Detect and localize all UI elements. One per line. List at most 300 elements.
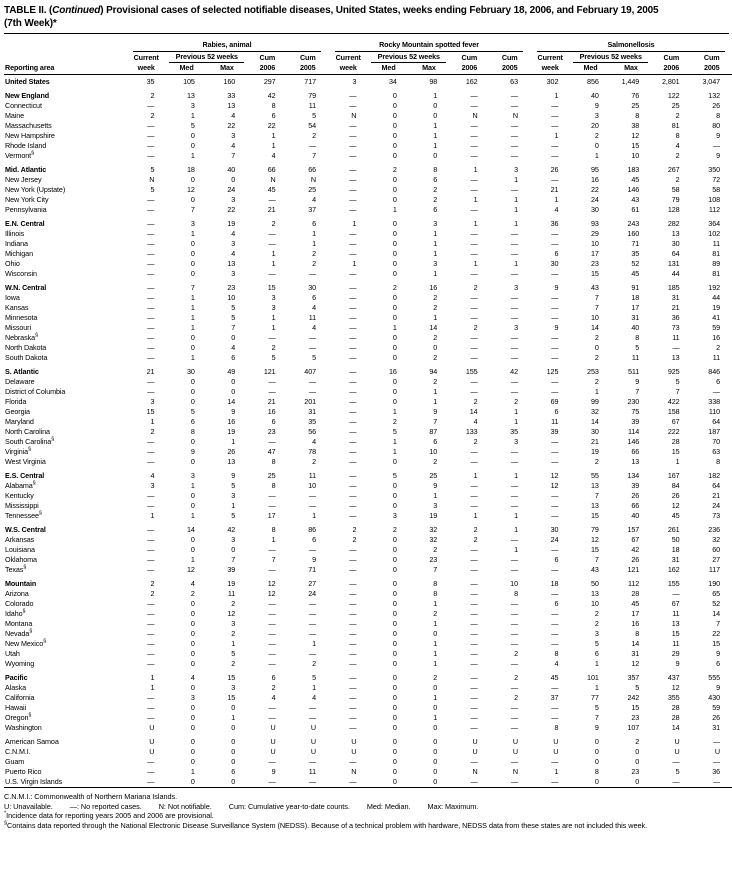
cell-value: 54 bbox=[308, 121, 316, 130]
cell-value: 0 bbox=[392, 333, 397, 342]
cell-value: — bbox=[349, 101, 357, 110]
cell-value: 71 bbox=[308, 565, 316, 574]
cell-value: 2 bbox=[271, 219, 276, 228]
cell-value: 15 bbox=[590, 511, 599, 520]
legend-item: Med: Median. bbox=[366, 801, 411, 811]
table-row bbox=[4, 535, 732, 545]
table-row bbox=[4, 407, 732, 417]
table-row bbox=[4, 313, 732, 323]
cell-value: 0 bbox=[392, 579, 397, 588]
cell-value: 2 bbox=[150, 111, 155, 120]
cell-value: 8 bbox=[554, 723, 559, 732]
cell-value: N bbox=[270, 175, 276, 184]
cell-value: — bbox=[470, 333, 478, 342]
cell-value: 2 bbox=[675, 175, 680, 184]
cell-value: 146 bbox=[627, 185, 640, 194]
cell-value: 185 bbox=[667, 283, 680, 292]
cell-value: 26 bbox=[631, 491, 640, 500]
col-cum: Cum bbox=[703, 53, 720, 62]
col-max: Max bbox=[409, 63, 449, 75]
cell-value: 1 bbox=[231, 713, 236, 722]
cell-value: 1 bbox=[554, 131, 559, 140]
cell-value: 10 bbox=[227, 293, 236, 302]
cell-value: 1 bbox=[190, 303, 195, 312]
cell-value: 30 bbox=[308, 283, 316, 292]
cell-value: — bbox=[349, 703, 357, 712]
cell-value: 21 bbox=[712, 491, 720, 500]
cell-value: — bbox=[147, 545, 155, 554]
cell-value: — bbox=[551, 303, 559, 312]
cell-value: 302 bbox=[546, 77, 559, 86]
cell-value: 29 bbox=[590, 229, 599, 238]
cell-value: 11 bbox=[308, 471, 316, 480]
cell-value: 0 bbox=[190, 713, 195, 722]
cell-value: 67 bbox=[631, 535, 640, 544]
cell-value: — bbox=[510, 535, 518, 544]
cell-value: 50 bbox=[590, 579, 599, 588]
table-row bbox=[4, 491, 732, 501]
cell-value: 2 bbox=[433, 609, 438, 618]
cell-value: 0 bbox=[594, 737, 599, 746]
footnote-marker: § bbox=[28, 712, 32, 719]
cell-value: 1 bbox=[473, 471, 478, 480]
cell-value: 49 bbox=[227, 367, 236, 376]
cell-value: 12 bbox=[671, 501, 680, 510]
cell-value: 9 bbox=[716, 151, 720, 160]
cell-value: 2 bbox=[392, 283, 397, 292]
cell-value: 0 bbox=[392, 599, 397, 608]
row-area-label: Idaho§ bbox=[5, 608, 26, 618]
cell-value: 12 bbox=[671, 683, 680, 692]
cell-value: — bbox=[349, 723, 357, 732]
cell-value: 2 bbox=[190, 589, 195, 598]
cell-value: — bbox=[349, 165, 357, 174]
cell-value: — bbox=[510, 447, 518, 456]
row-area-label: U.S. Virgin Islands bbox=[5, 777, 63, 786]
cell-value: 0 bbox=[594, 757, 599, 766]
cell-value: 0 bbox=[392, 353, 397, 362]
cell-value: 35 bbox=[146, 77, 155, 86]
cell-value: 157 bbox=[627, 525, 640, 534]
cell-value: 59 bbox=[712, 703, 720, 712]
cell-value: — bbox=[510, 683, 518, 692]
cell-value: 1 bbox=[271, 313, 276, 322]
table-row bbox=[4, 777, 732, 788]
cell-value: 11 bbox=[227, 589, 236, 598]
cell-value: — bbox=[510, 639, 518, 648]
cell-value: 31 bbox=[631, 649, 640, 658]
cell-value: 1 bbox=[514, 219, 518, 228]
title-continued: Continued bbox=[52, 5, 101, 16]
cell-value: 1 bbox=[675, 457, 680, 466]
cell-value: — bbox=[551, 619, 559, 628]
cell-value: — bbox=[470, 131, 478, 140]
cell-value: 1 bbox=[433, 713, 438, 722]
cell-value: — bbox=[510, 491, 518, 500]
cell-value: 155 bbox=[667, 579, 680, 588]
col-week: week bbox=[530, 63, 570, 75]
cell-value: — bbox=[510, 703, 518, 712]
cell-value: 40 bbox=[631, 323, 640, 332]
cell-value: 4 bbox=[271, 693, 276, 702]
cell-value: 16 bbox=[429, 283, 438, 292]
cell-value: 3,047 bbox=[702, 77, 720, 86]
cell-value: 1 bbox=[150, 511, 155, 520]
cell-value: — bbox=[470, 293, 478, 302]
cell-value: 422 bbox=[667, 397, 680, 406]
cell-value: — bbox=[349, 151, 357, 160]
cell-value: U bbox=[310, 747, 316, 756]
row-area-label: Missouri bbox=[5, 323, 31, 332]
cell-value: 58 bbox=[712, 185, 720, 194]
cell-value: — bbox=[510, 713, 518, 722]
group-header-salmonellosis: Salmonellosis bbox=[530, 34, 732, 52]
cell-value: 45 bbox=[631, 269, 640, 278]
cell-value: 7 bbox=[594, 293, 599, 302]
cell-value: 4 bbox=[473, 417, 478, 426]
table-row bbox=[4, 747, 732, 757]
cell-value: 2 bbox=[514, 397, 518, 406]
cell-value: 24 bbox=[308, 589, 316, 598]
cell-value: 95 bbox=[590, 165, 599, 174]
cell-value: 0 bbox=[392, 141, 397, 150]
cell-value: 37 bbox=[550, 693, 559, 702]
cell-value: 0 bbox=[190, 343, 195, 352]
cell-value: 10 bbox=[510, 579, 518, 588]
cell-value: — bbox=[510, 609, 518, 618]
row-area-label: Montana bbox=[5, 619, 33, 628]
cell-value: 2 bbox=[392, 165, 397, 174]
cell-value: 0 bbox=[392, 737, 397, 746]
cell-value: — bbox=[470, 91, 478, 100]
table-row bbox=[4, 101, 732, 111]
cell-value: 19 bbox=[227, 219, 236, 228]
cell-value: U bbox=[270, 747, 276, 756]
title-prefix: TABLE II. ( bbox=[4, 5, 53, 16]
cell-value: — bbox=[349, 639, 357, 648]
cell-value: 8 bbox=[433, 165, 438, 174]
cell-value: 0 bbox=[392, 387, 397, 396]
table-row bbox=[4, 269, 732, 279]
row-area-label: Nebraska§ bbox=[5, 332, 38, 342]
cell-value: — bbox=[147, 229, 155, 238]
cell-value: 9 bbox=[312, 555, 316, 564]
cell-value: 26 bbox=[671, 491, 680, 500]
cell-value: 4 bbox=[231, 343, 236, 352]
cell-value: 41 bbox=[712, 313, 720, 322]
table-row bbox=[4, 639, 732, 649]
cell-value: 9 bbox=[271, 767, 276, 776]
cell-value: 13 bbox=[227, 259, 236, 268]
cell-value: 32 bbox=[429, 535, 438, 544]
cell-value: 3 bbox=[231, 619, 236, 628]
cell-value: 0 bbox=[392, 703, 397, 712]
cell-value: 2 bbox=[271, 343, 276, 352]
cell-value: 1 bbox=[473, 195, 478, 204]
cell-value: 6 bbox=[271, 111, 276, 120]
cell-value: 71 bbox=[631, 239, 640, 248]
cell-value: — bbox=[551, 609, 559, 618]
cell-value: 70 bbox=[712, 437, 720, 446]
cell-value: — bbox=[551, 353, 559, 362]
cell-value: — bbox=[510, 777, 518, 786]
cell-value: 1 bbox=[312, 511, 316, 520]
cell-value: 13 bbox=[590, 589, 599, 598]
cell-value: 1 bbox=[190, 323, 195, 332]
row-area-label: New England bbox=[5, 91, 50, 100]
row-area-label: Pennsylvania bbox=[5, 205, 47, 214]
table-row bbox=[4, 185, 732, 195]
cell-value: — bbox=[147, 219, 155, 228]
table-row bbox=[4, 649, 732, 659]
cell-value: 0 bbox=[190, 501, 195, 510]
cell-value: 19 bbox=[227, 427, 236, 436]
cell-value: 67 bbox=[671, 417, 680, 426]
cell-value: 9 bbox=[554, 283, 559, 292]
cell-value: — bbox=[470, 659, 478, 668]
cell-value: 2 bbox=[392, 525, 397, 534]
cell-value: 14 bbox=[671, 723, 680, 732]
cell-value: 8 bbox=[514, 589, 518, 598]
cell-value: 3 bbox=[433, 259, 438, 268]
cell-value: 5 bbox=[231, 313, 236, 322]
cell-value: 14 bbox=[429, 323, 438, 332]
cell-value: — bbox=[268, 565, 276, 574]
cell-value: — bbox=[551, 589, 559, 598]
cell-value: 28 bbox=[631, 589, 640, 598]
cell-value: 121 bbox=[627, 565, 640, 574]
cell-value: 0 bbox=[231, 747, 236, 756]
cell-value: 5 bbox=[675, 377, 680, 386]
cell-value: — bbox=[470, 249, 478, 258]
cell-value: 2 bbox=[635, 737, 640, 746]
cell-value: — bbox=[470, 501, 478, 510]
cell-value: 0 bbox=[190, 777, 195, 786]
cell-value: — bbox=[268, 599, 276, 608]
cell-value: 5 bbox=[231, 649, 236, 658]
cell-value: 23 bbox=[631, 767, 640, 776]
cell-value: 0 bbox=[190, 195, 195, 204]
cell-value: 15 bbox=[227, 693, 236, 702]
cell-value: 112 bbox=[708, 205, 720, 214]
cell-value: 3 bbox=[190, 693, 195, 702]
table-row bbox=[4, 683, 732, 693]
cell-value: — bbox=[470, 239, 478, 248]
cell-value: 4 bbox=[271, 151, 276, 160]
cell-value: 9 bbox=[231, 407, 236, 416]
cell-value: 0 bbox=[190, 609, 195, 618]
row-area-label: Alabama§ bbox=[5, 480, 36, 490]
cell-value: 8 bbox=[190, 427, 195, 436]
row-area-label: Washington bbox=[5, 723, 42, 732]
cell-value: 0 bbox=[392, 555, 397, 564]
cell-value: 555 bbox=[708, 673, 720, 682]
table-row bbox=[4, 377, 732, 387]
cell-value: 24 bbox=[550, 535, 559, 544]
table-row bbox=[4, 283, 732, 293]
table-row bbox=[4, 303, 732, 313]
cell-value: 0 bbox=[190, 639, 195, 648]
cell-value: 31 bbox=[671, 555, 680, 564]
cell-value: 1 bbox=[190, 511, 195, 520]
cell-value: 0 bbox=[392, 259, 397, 268]
cell-value: 22 bbox=[227, 205, 236, 214]
cell-value: 11 bbox=[308, 767, 316, 776]
cell-value: 1 bbox=[190, 767, 195, 776]
cell-value: 2 bbox=[716, 343, 720, 352]
cell-value: — bbox=[510, 121, 518, 130]
cell-value: 4 bbox=[312, 195, 316, 204]
cell-value: 162 bbox=[465, 77, 478, 86]
cell-value: 15 bbox=[671, 447, 680, 456]
cell-value: 7 bbox=[190, 283, 195, 292]
cell-value: 2 bbox=[433, 673, 438, 682]
cell-value: 0 bbox=[190, 249, 195, 258]
cell-value: 12 bbox=[550, 481, 559, 490]
cell-value: 30 bbox=[671, 239, 680, 248]
cell-value: — bbox=[349, 131, 357, 140]
cell-value: 1 bbox=[150, 417, 155, 426]
cell-value: 19 bbox=[429, 511, 438, 520]
cell-value: 1 bbox=[231, 639, 236, 648]
cell-value: 9 bbox=[554, 323, 559, 332]
cell-value: 0 bbox=[392, 535, 397, 544]
cell-value: 5 bbox=[231, 511, 236, 520]
cell-value: 31 bbox=[631, 313, 640, 322]
cell-value: 3 bbox=[231, 239, 236, 248]
cell-value: 36 bbox=[712, 767, 720, 776]
cell-value: 4 bbox=[190, 579, 195, 588]
cell-value: 52 bbox=[631, 259, 640, 268]
cell-value: 5 bbox=[392, 427, 397, 436]
cell-value: 16 bbox=[388, 367, 397, 376]
cell-value: 1 bbox=[190, 229, 195, 238]
cell-value: 31 bbox=[671, 293, 680, 302]
cell-value: 0 bbox=[392, 269, 397, 278]
cell-value: 4 bbox=[675, 141, 680, 150]
cell-value: 0 bbox=[231, 387, 236, 396]
cell-value: — bbox=[510, 269, 518, 278]
cell-value: 3 bbox=[433, 501, 438, 510]
row-area-label: Nevada§ bbox=[5, 628, 33, 638]
cell-value: 25 bbox=[631, 101, 640, 110]
cell-value: 45 bbox=[550, 673, 559, 682]
cell-value: U bbox=[270, 737, 276, 746]
cell-value: 12 bbox=[631, 131, 640, 140]
cell-value: 282 bbox=[667, 219, 680, 228]
cell-value: — bbox=[470, 229, 478, 238]
cell-value: 0 bbox=[392, 639, 397, 648]
title-week-line: (7th Week)* bbox=[4, 17, 57, 29]
cell-value: — bbox=[147, 639, 155, 648]
cell-value: 10 bbox=[590, 313, 599, 322]
cell-value: 39 bbox=[227, 565, 236, 574]
cell-value: — bbox=[470, 205, 478, 214]
cell-value: 32 bbox=[429, 525, 438, 534]
cell-value: 6 bbox=[716, 377, 720, 386]
cell-value: 1 bbox=[190, 555, 195, 564]
cell-value: — bbox=[510, 229, 518, 238]
col-previous-52-weeks: Previous 52 weeks bbox=[166, 52, 247, 63]
row-area-label: Mountain bbox=[5, 579, 37, 588]
row-area-label: Minnesota bbox=[5, 313, 38, 322]
cell-value: 4 bbox=[312, 437, 316, 446]
cell-value: 0 bbox=[635, 777, 640, 786]
cell-value: — bbox=[470, 777, 478, 786]
cell-value: 1 bbox=[514, 259, 518, 268]
row-area-label: Wyoming bbox=[5, 659, 35, 668]
cell-value: 6 bbox=[312, 535, 316, 544]
cell-value: 856 bbox=[587, 77, 599, 86]
cell-value: — bbox=[470, 609, 478, 618]
cell-value: 2 bbox=[271, 683, 276, 692]
cell-value: — bbox=[672, 777, 680, 786]
col-week: week bbox=[126, 63, 166, 75]
cell-value: 3 bbox=[231, 195, 236, 204]
cell-value: — bbox=[551, 703, 559, 712]
cell-value: — bbox=[268, 545, 276, 554]
cell-value: 437 bbox=[667, 673, 680, 682]
cell-value: — bbox=[349, 121, 357, 130]
table-row bbox=[4, 619, 732, 629]
cell-value: — bbox=[349, 659, 357, 668]
cell-value: 6 bbox=[554, 555, 559, 564]
cell-value: — bbox=[510, 501, 518, 510]
cell-value: 0 bbox=[392, 457, 397, 466]
cell-value: 0 bbox=[392, 723, 397, 732]
cell-value: — bbox=[349, 471, 357, 480]
cell-value: 13 bbox=[590, 481, 599, 490]
cell-value: — bbox=[268, 629, 276, 638]
cell-value: 134 bbox=[627, 471, 640, 480]
cell-value: 5 bbox=[312, 673, 316, 682]
cell-value: — bbox=[349, 407, 357, 416]
col-max: Max bbox=[611, 63, 651, 75]
cell-value: 66 bbox=[631, 501, 640, 510]
cell-value: 4 bbox=[231, 141, 236, 150]
cell-value: 0 bbox=[392, 151, 397, 160]
cell-value: 0 bbox=[392, 131, 397, 140]
table-row bbox=[4, 121, 732, 131]
cell-value: 162 bbox=[667, 565, 680, 574]
cell-value: N bbox=[472, 111, 478, 120]
cell-value: — bbox=[147, 283, 155, 292]
cell-value: 7 bbox=[433, 565, 438, 574]
cell-value: 80 bbox=[712, 121, 720, 130]
cell-value: 1 bbox=[433, 131, 438, 140]
cell-value: 6 bbox=[433, 175, 438, 184]
table-row bbox=[4, 599, 732, 609]
cell-value: 9 bbox=[433, 481, 438, 490]
cell-value: 94 bbox=[429, 367, 438, 376]
cell-value: 846 bbox=[708, 367, 720, 376]
row-area-label: Mississippi bbox=[5, 501, 39, 510]
cell-value: 13 bbox=[671, 353, 680, 362]
row-area-label: Tennessee§ bbox=[5, 510, 42, 520]
cell-value: 7 bbox=[190, 205, 195, 214]
cell-value: 11 bbox=[672, 333, 680, 342]
cell-value: 0 bbox=[392, 491, 397, 500]
cell-value: 63 bbox=[712, 447, 720, 456]
cell-value: 23 bbox=[429, 555, 438, 564]
cell-value: — bbox=[268, 659, 276, 668]
cell-value: 2 bbox=[473, 283, 478, 292]
cell-value: — bbox=[510, 333, 518, 342]
cell-value: 15 bbox=[631, 141, 640, 150]
cell-value: 0 bbox=[392, 229, 397, 238]
cell-value: 0 bbox=[635, 747, 640, 756]
cell-value: — bbox=[470, 713, 478, 722]
